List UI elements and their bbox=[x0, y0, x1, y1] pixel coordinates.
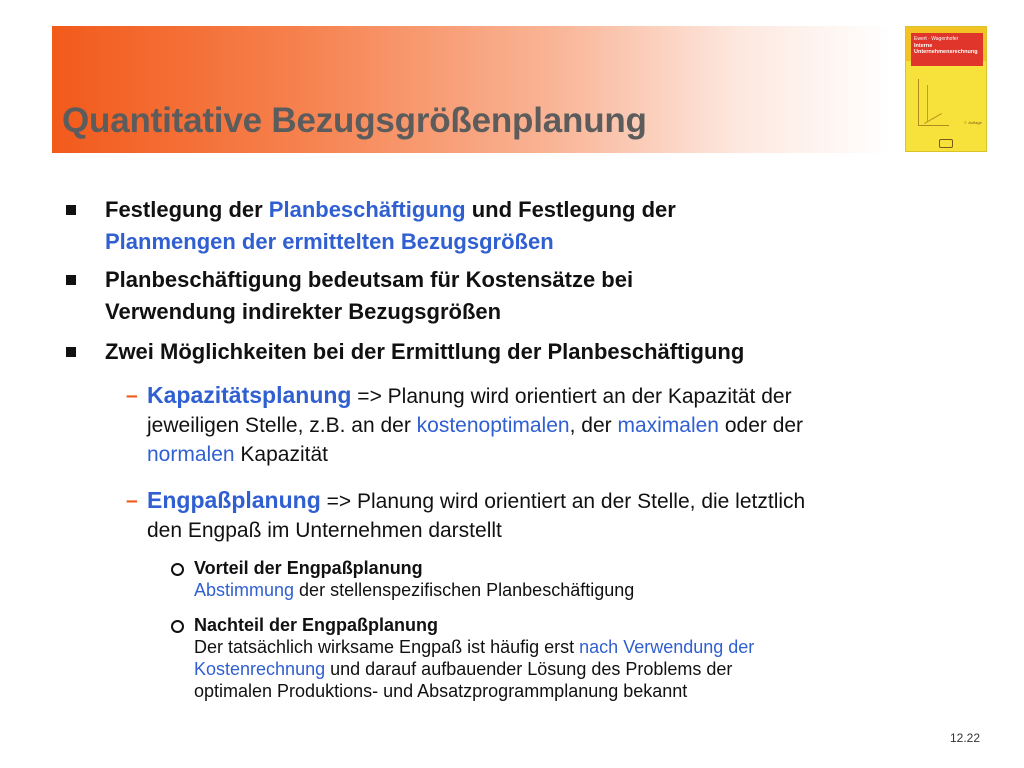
sub-item-text-part: jeweiligen Stelle, z.B. an der bbox=[147, 414, 417, 437]
sub-sub-item-heading: Nachteil der Engpaßplanung bbox=[194, 615, 439, 635]
sub-item-text-part: => Planung wird orientiert an der Stelle, die letztlich bbox=[320, 490, 806, 513]
bullet-highlight: Planmengen der ermittelten Bezugsgrößen bbox=[105, 229, 554, 254]
sub-item-highlight: maximalen bbox=[617, 414, 719, 437]
publisher-logo-icon bbox=[939, 139, 953, 148]
sub-sub-item-text-part: optimalen Produktions- und Absatzprogrammplanung bekannt bbox=[194, 681, 688, 701]
book-title-line1: Interne bbox=[914, 43, 933, 49]
bullet-text bbox=[105, 264, 633, 328]
sub-sub-item-text-part: und darauf aufbauender Lösung des Problems der bbox=[325, 659, 733, 679]
slide-title: Quantitative Bezugsgrößenplanung bbox=[62, 101, 647, 140]
square-bullet-icon bbox=[66, 347, 76, 357]
square-bullet-icon bbox=[66, 275, 76, 285]
sub-item-text-part: Kapazität bbox=[234, 443, 328, 466]
sub-item-term: Kapazitätsplanung bbox=[147, 382, 352, 408]
sub-item-term: Engpaßplanung bbox=[147, 487, 321, 513]
sub-item-highlight: kostenoptimalen bbox=[416, 414, 570, 437]
book-authors: Ewert · Wagenhofer bbox=[914, 36, 959, 42]
sub-item-highlight: normalen bbox=[147, 443, 235, 466]
dash-bullet-icon: – bbox=[126, 489, 138, 512]
dash-bullet-icon: – bbox=[126, 384, 138, 407]
bullet-text bbox=[105, 336, 744, 368]
sub-item-text-part: => Planung wird orientiert an der Kapazität der bbox=[351, 385, 792, 408]
sub-sub-item-text bbox=[194, 614, 754, 702]
square-bullet-icon bbox=[66, 205, 76, 215]
bullet-highlight: Planbeschäftigung bbox=[268, 197, 466, 222]
bullet-text-part: und Festlegung der bbox=[465, 197, 676, 222]
sub-sub-item-text-part: der stellenspezifischen Planbeschäftigung bbox=[294, 580, 635, 600]
sub-item-text bbox=[147, 486, 805, 545]
sub-sub-item-text bbox=[194, 557, 634, 601]
book-cover-graph-icon bbox=[918, 79, 949, 126]
bullet-text-part: Verwendung indirekter Bezugsgrößen bbox=[105, 299, 502, 324]
sub-sub-item-text-part: Der tatsächlich wirksame Engpaß ist häufig erst bbox=[194, 637, 580, 657]
bullet-text-part: Festlegung der bbox=[105, 197, 269, 222]
sub-item-text-part: den Engpaß im Unternehmen darstellt bbox=[147, 519, 502, 542]
ring-bullet-icon bbox=[171, 620, 184, 633]
sub-item-text-part: , der bbox=[569, 414, 618, 437]
sub-item-text bbox=[147, 381, 803, 469]
sub-sub-item-highlight: Kostenrechnung bbox=[194, 659, 326, 679]
book-title-line2: Unternehmensrechnung bbox=[914, 49, 978, 55]
ring-bullet-icon bbox=[171, 563, 184, 576]
bullet-text bbox=[105, 194, 676, 258]
page-number: 12.22 bbox=[949, 731, 980, 745]
book-cover-image bbox=[905, 26, 987, 152]
book-title bbox=[914, 43, 978, 55]
sub-sub-item-highlight: Abstimmung bbox=[194, 580, 295, 600]
bullet-text-part: Zwei Möglichkeiten bei der Ermittlung der Planbeschäftigung bbox=[105, 339, 745, 364]
sub-sub-item-highlight: nach Verwendung der bbox=[579, 637, 755, 657]
bullet-text-part: Planbeschäftigung bedeutsam für Kostensätze bei bbox=[105, 267, 634, 292]
book-graph-axis bbox=[927, 85, 928, 121]
sub-sub-item-heading: Vorteil der Engpaßplanung bbox=[194, 558, 423, 578]
sub-item-text-part: oder der bbox=[719, 414, 804, 437]
book-edition: 7. Auflage bbox=[964, 120, 982, 125]
